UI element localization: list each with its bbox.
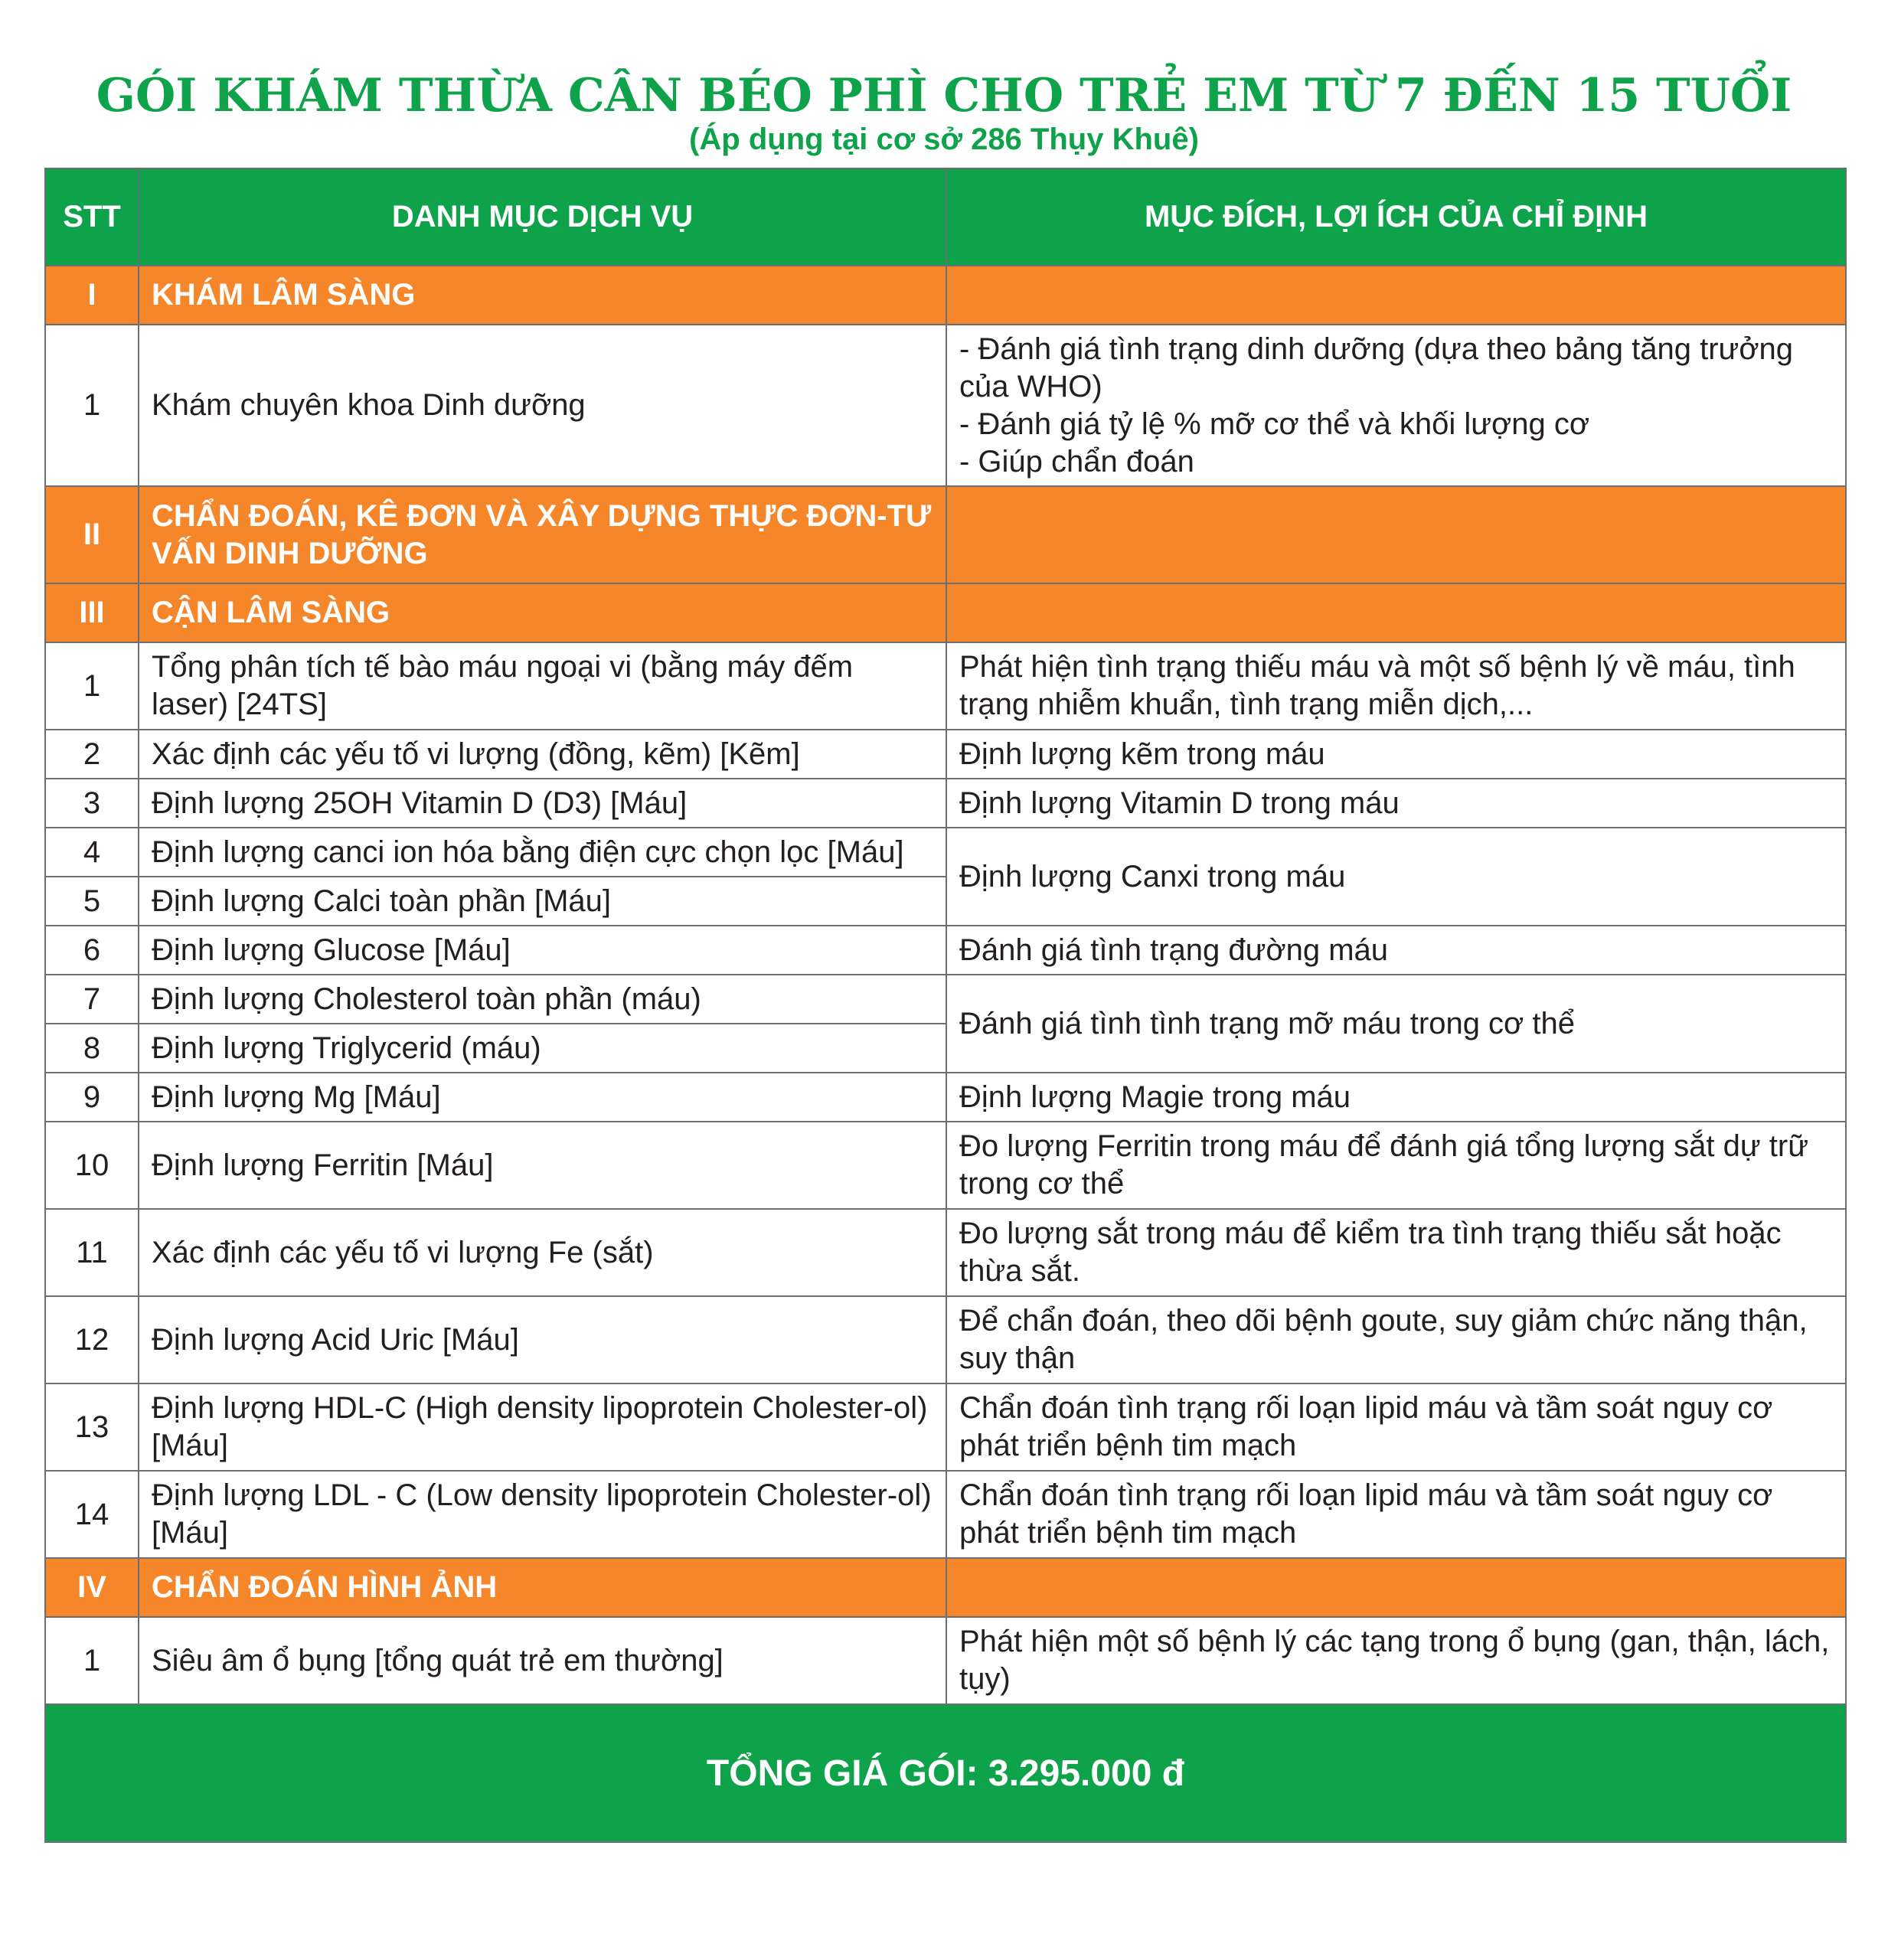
row-service: Định lượng Acid Uric [Máu]	[139, 1296, 946, 1383]
section-number: I	[45, 266, 139, 325]
section-empty	[946, 1558, 1846, 1617]
row-service: Định lượng Glucose [Máu]	[139, 926, 946, 975]
table-row	[45, 730, 1846, 779]
row-service: Định lượng HDL-C (High density lipoprotein Cholester-ol) [Máu]	[139, 1383, 946, 1471]
row-service: Định lượng Cholesterol toàn phần (máu)	[139, 975, 946, 1024]
row-service: Khám chuyên khoa Dinh dưỡng	[139, 325, 946, 486]
total-row	[45, 1704, 1846, 1842]
row-number: 5	[45, 877, 139, 926]
row-service: Siêu âm ổ bụng [tổng quát trẻ em thường]	[139, 1617, 946, 1704]
row-number: 11	[45, 1209, 139, 1296]
row-service: Tổng phân tích tế bào máu ngoại vi (bằng máy đếm laser) [24TS]	[139, 642, 946, 730]
row-number: 1	[45, 642, 139, 730]
row-service: Định lượng Mg [Máu]	[139, 1073, 946, 1122]
row-purpose: Định lượng Magie trong máu	[946, 1073, 1846, 1122]
table-row	[45, 1296, 1846, 1383]
row-purpose: Để chẩn đoán, theo dõi bệnh goute, suy giảm chức năng thận, suy thận	[946, 1296, 1846, 1383]
row-purpose: Đánh giá tình tình trạng mỡ máu trong cơ thể	[946, 975, 1846, 1073]
row-number: 1	[45, 325, 139, 486]
row-purpose: Đo lượng Ferritin trong máu để đánh giá tổng lượng sắt dự trữ trong cơ thể	[946, 1122, 1846, 1209]
table-row	[45, 975, 1846, 1024]
row-service: Xác định các yếu tố vi lượng (đồng, kẽm) [Kẽm]	[139, 730, 946, 779]
row-number: 12	[45, 1296, 139, 1383]
row-service: Định lượng LDL - C (Low density lipoprotein Cholester-ol) [Máu]	[139, 1471, 946, 1558]
row-purpose: Định lượng kẽm trong máu	[946, 730, 1846, 779]
section-row	[45, 266, 1846, 325]
row-purpose: Phát hiện tình trạng thiếu máu và một số bệnh lý về máu, tình trạng nhiễm khuẩn, tình trạng miễn dịch,...	[946, 642, 1846, 730]
row-number: 8	[45, 1024, 139, 1073]
row-number: 4	[45, 828, 139, 877]
row-number: 14	[45, 1471, 139, 1558]
purpose-line: - Đánh giá tỷ lệ % mỡ cơ thể và khối lượng cơ	[959, 407, 1590, 441]
total-price: TỔNG GIÁ GÓI: 3.295.000 đ	[45, 1704, 1846, 1842]
row-purpose: Chẩn đoán tình trạng rối loạn lipid máu và tầm soát nguy cơ phát triển bệnh tim mạch	[946, 1383, 1846, 1471]
row-service: Định lượng 25OH Vitamin D (D3) [Máu]	[139, 779, 946, 828]
row-service: Định lượng Ferritin [Máu]	[139, 1122, 946, 1209]
page-title: GÓI KHÁM THỪA CÂN BÉO PHÌ CHO TRẺ EM TỪ 7 ĐẾN 15 TUỔI	[96, 69, 1792, 122]
section-row	[45, 1558, 1846, 1617]
table-row	[45, 1617, 1846, 1704]
header-service: DANH MỤC DỊCH VỤ	[139, 168, 946, 266]
row-number: 3	[45, 779, 139, 828]
section-empty	[946, 486, 1846, 583]
header-purpose: MỤC ĐÍCH, LỢI ÍCH CỦA CHỈ ĐỊNH	[946, 168, 1846, 266]
row-purpose: Định lượng Canxi trong máu	[946, 828, 1846, 926]
section-label: CẬN LÂM SÀNG	[139, 583, 946, 642]
row-number: 6	[45, 926, 139, 975]
row-number: 10	[45, 1122, 139, 1209]
package-table-wrapper	[44, 168, 1845, 1843]
table-row	[45, 1471, 1846, 1558]
header-stt: STT	[45, 168, 139, 266]
table-row	[45, 828, 1846, 877]
section-label: KHÁM LÂM SÀNG	[139, 266, 946, 325]
table-row	[45, 642, 1846, 730]
section-row	[45, 486, 1846, 583]
table-row	[45, 325, 1846, 486]
row-purpose	[946, 325, 1846, 486]
header-row	[45, 168, 1846, 266]
row-number: 13	[45, 1383, 139, 1471]
section-number: IV	[45, 1558, 139, 1617]
table-row	[45, 1073, 1846, 1122]
section-number: III	[45, 583, 139, 642]
table-row	[45, 779, 1846, 828]
row-number: 9	[45, 1073, 139, 1122]
row-number: 2	[45, 730, 139, 779]
table-row	[45, 926, 1846, 975]
table-row	[45, 1383, 1846, 1471]
section-label: CHẨN ĐOÁN HÌNH ẢNH	[139, 1558, 946, 1617]
section-row	[45, 583, 1846, 642]
row-service: Định lượng Triglycerid (máu)	[139, 1024, 946, 1073]
row-number: 7	[45, 975, 139, 1024]
purpose-line: - Đánh giá tình trạng dinh dưỡng (dựa theo bảng tăng trưởng của WHO)	[959, 332, 1794, 403]
row-service: Định lượng Calci toàn phần [Máu]	[139, 877, 946, 926]
section-empty	[946, 266, 1846, 325]
table-row	[45, 1122, 1846, 1209]
package-table	[44, 168, 1847, 1843]
table-row	[45, 1209, 1846, 1296]
row-purpose: Chẩn đoán tình trạng rối loạn lipid máu và tầm soát nguy cơ phát triển bệnh tim mạch	[946, 1471, 1846, 1558]
page-subtitle: (Áp dụng tại cơ sở 286 Thụy Khuê)	[689, 122, 1199, 156]
row-purpose: Đo lượng sắt trong máu để kiểm tra tình trạng thiếu sắt hoặc thừa sắt.	[946, 1209, 1846, 1296]
row-purpose: Đánh giá tình trạng đường máu	[946, 926, 1846, 975]
row-service: Xác định các yếu tố vi lượng Fe (sắt)	[139, 1209, 946, 1296]
row-service: Định lượng canci ion hóa bằng điện cực chọn lọc [Máu]	[139, 828, 946, 877]
section-label: CHẨN ĐOÁN, KÊ ĐƠN VÀ XÂY DỰNG THỰC ĐƠN-TƯ VẤN DINH DƯỠNG	[139, 486, 946, 583]
purpose-line: - Giúp chẩn đoán	[959, 444, 1194, 479]
row-purpose: Định lượng Vitamin D trong máu	[946, 779, 1846, 828]
section-number: II	[45, 486, 139, 583]
row-number: 1	[45, 1617, 139, 1704]
row-purpose: Phát hiện một số bệnh lý các tạng trong ổ bụng (gan, thận, lách, tụy)	[946, 1617, 1846, 1704]
section-empty	[946, 583, 1846, 642]
